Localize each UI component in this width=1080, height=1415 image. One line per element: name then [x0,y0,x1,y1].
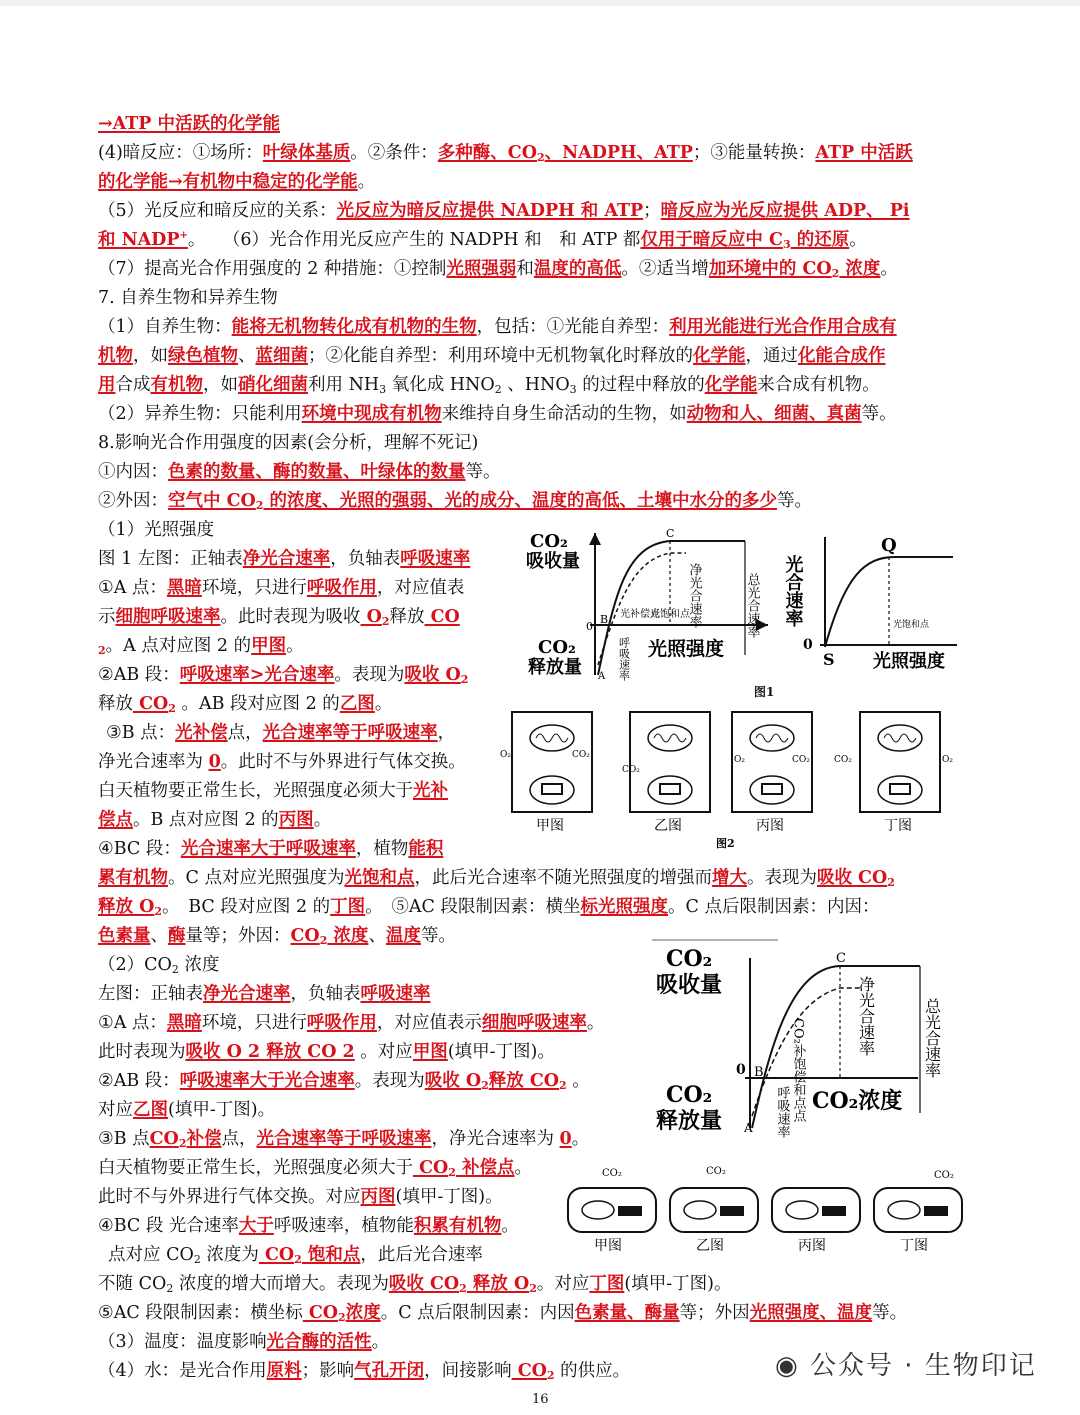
text-line: 用合成有机物，如硝化细菌利用 $NH_3$ 氧化成 $HNO_2$ 、$HNO_3$ 的过程中释放的化学能来合成有机物。 [98,375,880,396]
text-line: →ATP 中活跃的化学能 [98,114,281,134]
figure-2-panels [500,710,963,850]
comp-sat-label: CO₂补饱偿和点点 [790,1018,806,1122]
co2-label: CO₂ [602,1168,622,1179]
figure-4-panels [562,1160,967,1260]
text-line: ⑤AC 段限制因素：横坐标 $CO_2$浓度。C 点后限制因素：内因色素量、酶量等；外因光照强度、温度等。 [98,1303,908,1324]
text-line: $_2$。A 点对应图 2 的甲图。 [98,636,304,657]
watermark: ◉ 公众号 · 生物印记 [775,1351,1037,1381]
text-line: （5）光反应和暗反应的关系：光反应为暗反应提供 NADPH 和 ATP；暗反应为光反应提供 ADP、 Pi [98,201,910,221]
o2-label: O₂ [734,755,745,765]
text-line: （2）异养生物：只能利用环境中现成有机物来维持自身生命活动的生物，如动物和人、细菌、真菌等。 [98,404,897,424]
figure-3-graph [650,938,960,1138]
point-q-label: Q [881,535,897,556]
text-line: 左图：正轴表净光合速率，负轴表呼吸速率 [98,984,431,1004]
text-line: 图 1 左图：正轴表净光合速率，负轴表呼吸速率 [98,549,471,569]
o2-label: O₂ [500,750,511,760]
figure-2-caption: 图2 [716,837,735,850]
panel-label-ding: 丁图 [900,1238,928,1254]
y-bot-label-2: 释放量 [656,1108,723,1134]
y-top-label-1: CO₂ [666,946,713,972]
text-line: ②外因：空气中 $CO_2$ 的浓度、光照的强弱、光的成分、温度的高低、土壤中水分的多少等。 [98,491,813,512]
text-line: ②AB 段：呼吸速率>光合速率。表现为吸收 $O_2$ [98,665,469,686]
text-line: 此时不与外界进行气体交换。对应丙图(填甲-丁图)。 [98,1187,503,1207]
text-line: 点对应 $CO_2$ 浓度为 $CO_2$ 饱和点，此后光合速率 [108,1245,483,1266]
text-line: ①A 点：黑暗环境，只进行呼吸作用，对应值表示细胞呼吸速率。 [98,1013,605,1033]
text-line: ①内因：色素的数量、酶的数量、叶绿体的数量等。 [98,462,501,482]
panel-bing [732,712,812,812]
text-line: ②AB 段：呼吸速率大于光合速率。表现为吸收 $O_2$释放 $CO_2$ 。 [98,1071,590,1092]
y-top-label-2: 吸收量 [526,551,580,572]
page-number: 16 [532,1392,549,1407]
text-line: $(2)CO_2$ 浓度 [98,955,220,976]
co2-label: CO₂ [834,755,852,765]
panel-bing [772,1188,860,1232]
resp-rate-label: 呼吸速率 [617,637,631,681]
co2-label: CO₂ [792,755,810,765]
y-top-label-2: 吸收量 [656,972,723,998]
text-line: 释放 $CO_2$ 。AB 段对应图 2 的乙图。 [98,694,393,715]
panel-label-jia: 甲图 [536,818,564,834]
text-line: ④BC 段 光合速率大于呼吸速率，植物能积累有机物。 [98,1216,519,1236]
panel-yi [670,1166,758,1232]
co2-label: CO₂ [934,1170,954,1181]
figure-1-right-graph [782,535,960,675]
text-line: (4)暗反应：①场所：叶绿体基质。②条件：多种酶、$CO_2$、NADPH、ATP；③能量转换：ATP 中活跃 [98,143,913,164]
point-a-label: A [598,671,606,682]
co2-label: CO₂ [572,750,590,760]
section-heading: 7. 自养生物和异养生物 [98,288,278,308]
panel-yi [622,712,710,812]
panel-label-jia: 甲图 [594,1238,622,1254]
comp-point-label: 光补偿点 [620,609,660,620]
panel-label-yi: 乙图 [696,1238,724,1254]
text-line: 不随 $CO_2$ 浓度的增大而增大。表现为吸收 $CO_2$ 释放 $O_2$。对应丁图(填甲-丁图)。 [98,1274,732,1295]
text-line: 此时表现为吸收 O 2 释放 CO 2 。对应甲图(填甲-丁图)。 [98,1042,555,1062]
co2-label: CO₂ [706,1166,726,1177]
text-line: 色素量、酶量等；外因：$CO_2$ 浓度、温度等。 [98,926,456,947]
y-bot-label-1: CO₂ [666,1082,713,1108]
panel-jia [568,1168,656,1232]
origin-label: 0 [586,620,593,633]
text-line: （1）自养生物：能将无机物转化成有机物的生物，包括：①光能自养型：利用光能进行光合作用合成有 [98,317,897,337]
text-line: 机物，如绿色植物、蓝细菌；②化能自养型：利用环境中无机物氧化时释放的化学能，通过化能合成作 [98,346,886,366]
panel-label-yi: 乙图 [654,818,682,834]
x-axis-label: CO₂浓度 [812,1088,903,1114]
panel-ding [874,1170,962,1232]
panel-ding [834,712,953,812]
text-line: 和 NADP+。 （6）光合作用光反应产生的 NADPH 和 和 ATP 都仅用于暗反应中 $C_3$ 的还原。 [98,230,867,251]
point-a-label: A [744,1121,753,1135]
y-bot-label-1: CO₂ [538,637,576,658]
point-b-label: B [600,613,609,626]
figure-1-left-graph [520,525,775,695]
text-line: ④BC 段：光合速率大于呼吸速率，植物能积 [98,839,444,859]
x-axis-label: 光照强度 [648,638,725,660]
text-line: （7）提高光合作用强度的 2 种措施：①控制光照强弱和温度的高低。②适当增加环境中的 $CO_2$ 浓度。 [98,259,898,280]
panel-label-bing: 丙图 [798,1238,826,1254]
net-rate-label: 净光合速率 [686,563,702,628]
text-line: （4）水：是光合作用原料；影响气孔开闭，间接影响 $CO_2$ 的供应。 [98,1361,631,1382]
text-line: 释放 $O_2$。 BC 段对应图 2 的丁图。 ⑤AC 段限制因素：横坐标光照强度。C 点后限制因素：内因： [98,897,880,918]
co2-label: CO₂ [622,765,640,775]
text-line: 对应乙图(填甲-丁图)。 [98,1100,276,1120]
y-bot-label-2: 释放量 [528,657,582,678]
sat-point-label: 光饱和点 [650,609,690,620]
origin-label: 0 [736,1062,746,1078]
resp-rate-label: 呼吸速率 [774,1086,790,1138]
text-line: 示细胞呼吸速率。此时表现为吸收 $O_2$释放 CO [98,607,460,628]
point-c-label: C [666,527,675,540]
text-line: 白天植物要正常生长，光照强度必须大于光补 [98,781,448,801]
origin-label: 0 [803,637,813,653]
total-rate-label: 总光合速率 [922,998,942,1078]
panel-jia [500,712,592,812]
text-line: 累有机物。C 点对应光照强度为光饱和点，此后光合速率不随光照强度的增强而增大。表现为吸收 $CO_2$ [98,868,895,889]
panel-label-bing: 丙图 [756,818,784,834]
text-line: 净光合速率为 0。此时不与外界进行气体交换。 [98,752,466,772]
text-line: ①A 点：黑暗环境，只进行呼吸作用，对应值表 [98,578,465,598]
text-line: ③B 点：光补偿点，光合速率等于呼吸速率， [106,723,456,743]
point-c-label: C [836,951,846,966]
y-axis-label: 光合速率 [782,555,804,627]
text-line: ③B 点$CO_2$补偿点，光合速率等于呼吸速率，净光合速率为 0。 [98,1129,590,1150]
wechat-icon: ◉ [775,1351,810,1381]
total-rate-label: 总光合速率 [744,573,760,638]
text-line: 的化学能→有机物中稳定的化学能。 [98,172,376,192]
x-axis-label: 光照强度 [873,651,945,672]
sat-point-label: 光饱和点 [893,620,930,630]
net-rate-label: 净光合速率 [856,976,876,1056]
point-s-label: S [823,650,835,669]
text-line: （1）光照强度 [98,520,215,540]
o2-label: O₂ [942,755,953,765]
figure-1-caption: 图1 [754,685,775,699]
top-bar [0,0,1080,6]
y-top-label-1: CO₂ [530,531,568,552]
point-b-label: B [754,1065,764,1080]
section-heading: 8.影响光合作用强度的因素(会分析，理解不死记) [98,433,479,453]
text-line: 白天植物要正常生长，光照强度必须大于 $CO_2$ 补偿点。 [98,1158,533,1179]
text-line: （3）温度：温度影响光合酶的活性。 [98,1332,390,1352]
text-line: 偿点。B 点对应图 2 的丙图。 [98,810,332,830]
panel-label-ding: 丁图 [884,818,912,834]
